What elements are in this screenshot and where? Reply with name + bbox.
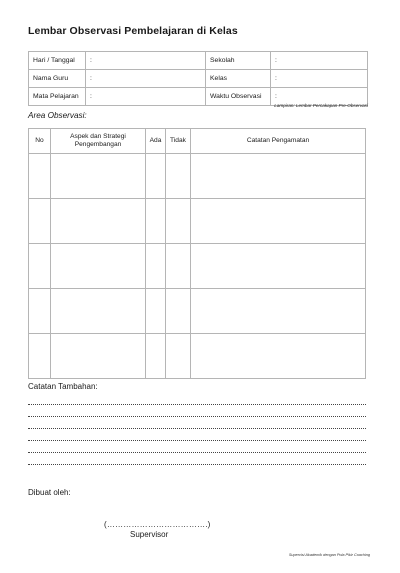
catatan-tambahan-heading: Catatan Tambahan: — [28, 382, 98, 391]
cell-tidak[interactable] — [166, 334, 191, 379]
observation-header-row — [29, 129, 366, 154]
cell-catatan[interactable] — [191, 334, 366, 379]
table-row — [29, 334, 366, 379]
cell-ada[interactable] — [146, 154, 166, 199]
cell-tidak[interactable] — [166, 154, 191, 199]
cell-no[interactable] — [29, 199, 51, 244]
cell-tidak[interactable] — [166, 199, 191, 244]
observation-table — [28, 128, 366, 379]
cell-no[interactable] — [29, 244, 51, 289]
dotted-writing-line[interactable] — [28, 404, 366, 405]
dibuat-oleh-label: Dibuat oleh: — [28, 488, 71, 497]
cell-catatan[interactable] — [191, 289, 366, 334]
info-value-mata-pelajaran[interactable]: : — [86, 88, 206, 106]
col-header-catatan: Catatan Pengamatan — [191, 129, 366, 154]
signature-line[interactable]: (……………………………….) — [104, 520, 211, 529]
info-value-kelas[interactable]: : — [271, 70, 368, 88]
cell-tidak[interactable] — [166, 289, 191, 334]
cell-no[interactable] — [29, 154, 51, 199]
info-value-sekolah[interactable]: : — [271, 52, 368, 70]
cell-aspek[interactable] — [51, 199, 146, 244]
info-label-kelas: Kelas — [206, 70, 271, 88]
info-table — [28, 51, 368, 106]
lampiran-note: Lampiran: Lembar Percakapan Pre-Observasi — [274, 103, 368, 108]
cell-ada[interactable] — [146, 199, 166, 244]
footer-note: Supervisi Akademik dengan Pola Pikir Coaching — [288, 553, 370, 557]
cell-tidak[interactable] — [166, 244, 191, 289]
table-row — [29, 199, 366, 244]
col-header-ada: Ada — [146, 129, 166, 154]
info-value-waktu-observasi[interactable]: : — [271, 88, 368, 106]
info-row — [29, 70, 368, 88]
cell-ada[interactable] — [146, 334, 166, 379]
info-label-mata-pelajaran: Mata Pelajaran — [29, 88, 86, 106]
cell-no[interactable] — [29, 334, 51, 379]
info-label-hari-tanggal: Hari / Tanggal — [29, 52, 86, 70]
cell-aspek[interactable] — [51, 334, 146, 379]
col-header-tidak: Tidak — [166, 129, 191, 154]
cell-catatan[interactable] — [191, 154, 366, 199]
cell-ada[interactable] — [146, 289, 166, 334]
col-header-no: No — [29, 129, 51, 154]
page-title: Lembar Observasi Pembelajaran di Kelas — [28, 25, 238, 37]
table-row — [29, 289, 366, 334]
supervisor-label: Supervisor — [130, 530, 169, 539]
cell-aspek[interactable] — [51, 289, 146, 334]
cell-no[interactable] — [29, 289, 51, 334]
dotted-writing-line[interactable] — [28, 428, 366, 429]
col-header-aspek: Aspek dan Strategi Pengembangan — [51, 129, 146, 154]
cell-ada[interactable] — [146, 244, 166, 289]
table-row — [29, 154, 366, 199]
info-value-nama-guru[interactable]: : — [86, 70, 206, 88]
info-label-nama-guru: Nama Guru — [29, 70, 86, 88]
dotted-writing-line[interactable] — [28, 464, 366, 465]
cell-catatan[interactable] — [191, 199, 366, 244]
dotted-writing-line[interactable] — [28, 416, 366, 417]
area-observasi-heading: Area Observasi: — [28, 111, 87, 120]
table-row — [29, 244, 366, 289]
cell-aspek[interactable] — [51, 154, 146, 199]
info-row — [29, 52, 368, 70]
dotted-writing-line[interactable] — [28, 440, 366, 441]
cell-catatan[interactable] — [191, 244, 366, 289]
info-label-sekolah: Sekolah — [206, 52, 271, 70]
cell-aspek[interactable] — [51, 244, 146, 289]
dotted-writing-line[interactable] — [28, 452, 366, 453]
info-label-waktu-observasi: Waktu Observasi — [206, 88, 271, 106]
info-value-hari-tanggal[interactable]: : — [86, 52, 206, 70]
